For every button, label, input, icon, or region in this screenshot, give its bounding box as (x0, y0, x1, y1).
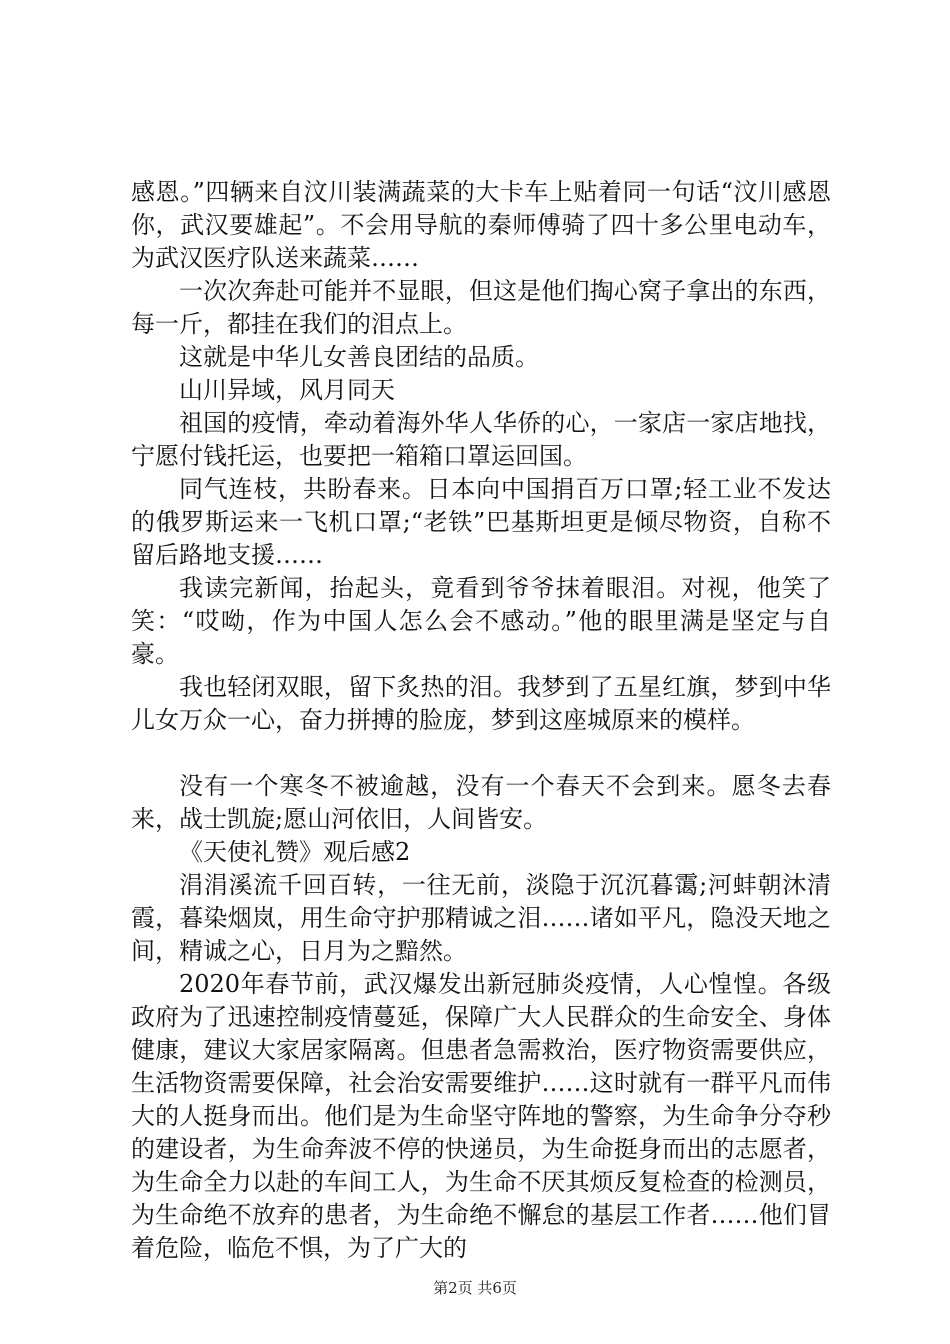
article-title: 《天使礼赞》观后感2 (179, 838, 411, 866)
paragraph-5: 同气连枝，共盼春来。日本向中国捐百万口罩;轻工业不发达的俄罗斯运来一飞机口罩;“老铁”巴基斯坦更是倾尽物资，自称不留后路地支援…… (131, 475, 831, 569)
paragraph-4: 祖国的疫情，牵动着海外华人华侨的心，一家店一家店地找，宁愿付钱托运，也要把一箱箱口罩运回国。 (131, 409, 831, 470)
section-heading-1: 山川异域，风月同天 (179, 376, 395, 404)
paragraph-8: 没有一个寒冬不被逾越，没有一个春天不会到来。愿冬去春来，战士凯旋;愿山河依旧，人间皆安。 (131, 772, 831, 833)
paragraph-2: 一次次奔赴可能并不显眼，但这是他们掏心窝子拿出的东西，每一斤，都挂在我们的泪点上。 (131, 277, 831, 338)
page-footer: 第2页 共6页 (433, 1279, 517, 1297)
paragraph-10: 2020年春节前，武汉爆发出新冠肺炎疫情，人心惶惶。各级政府为了迅速控制疫情蔓延，保障广大人民群众的生命安全、身体健康，建议大家居家隔离。但患者急需救治，医疗物资需要供应，生活物资需要保障，社会治安需要维护……这时就有一群平凡而伟大的人挺身而出。他们是为生命坚守阵地的警察，为生命争分夺秒的建设者，为生命奔波不停的快递员，为生命挺身而出的志愿者，为生命全力以赴的车间工人，为生命不厌其烦反复检查的检测员，为生命绝不放弃的患者，为生命绝不懈怠的基层工作者……他们冒着危险，临危不惧，为了广大的 (131, 970, 831, 1262)
paragraph-9: 涓涓溪流千回百转，一往无前，淡隐于沉沉暮霭;河蚌朝沐清霞，暮染烟岚，用生命守护那精诚之泪……诸如平凡，隐没天地之间，精诚之心，日月为之黯然。 (131, 871, 831, 965)
paragraph-1: 感恩。”四辆来自汶川装满蔬菜的大卡车上贴着同一句话“汶川感恩你，武汉要雄起”。不会用导航的秦师傅骑了四十多公里电动车，为武汉医疗队送来蔬菜…… (131, 178, 831, 272)
paragraph-7: 我也轻闭双眼，留下炙热的泪。我梦到了五星红旗，梦到中华儿女万众一心，奋力拼搏的脸庞，梦到这座城原来的模样。 (131, 673, 831, 734)
paragraph-6: 我读完新闻，抬起头，竟看到爷爷抹着眼泪。对视，他笑了笑：“哎呦，作为中国人怎么会不感动。”他的眼里满是坚定与自豪。 (131, 574, 831, 668)
paragraph-3: 这就是中华儿女善良团结的品质。 (179, 343, 539, 371)
document-body (131, 176, 831, 1265)
